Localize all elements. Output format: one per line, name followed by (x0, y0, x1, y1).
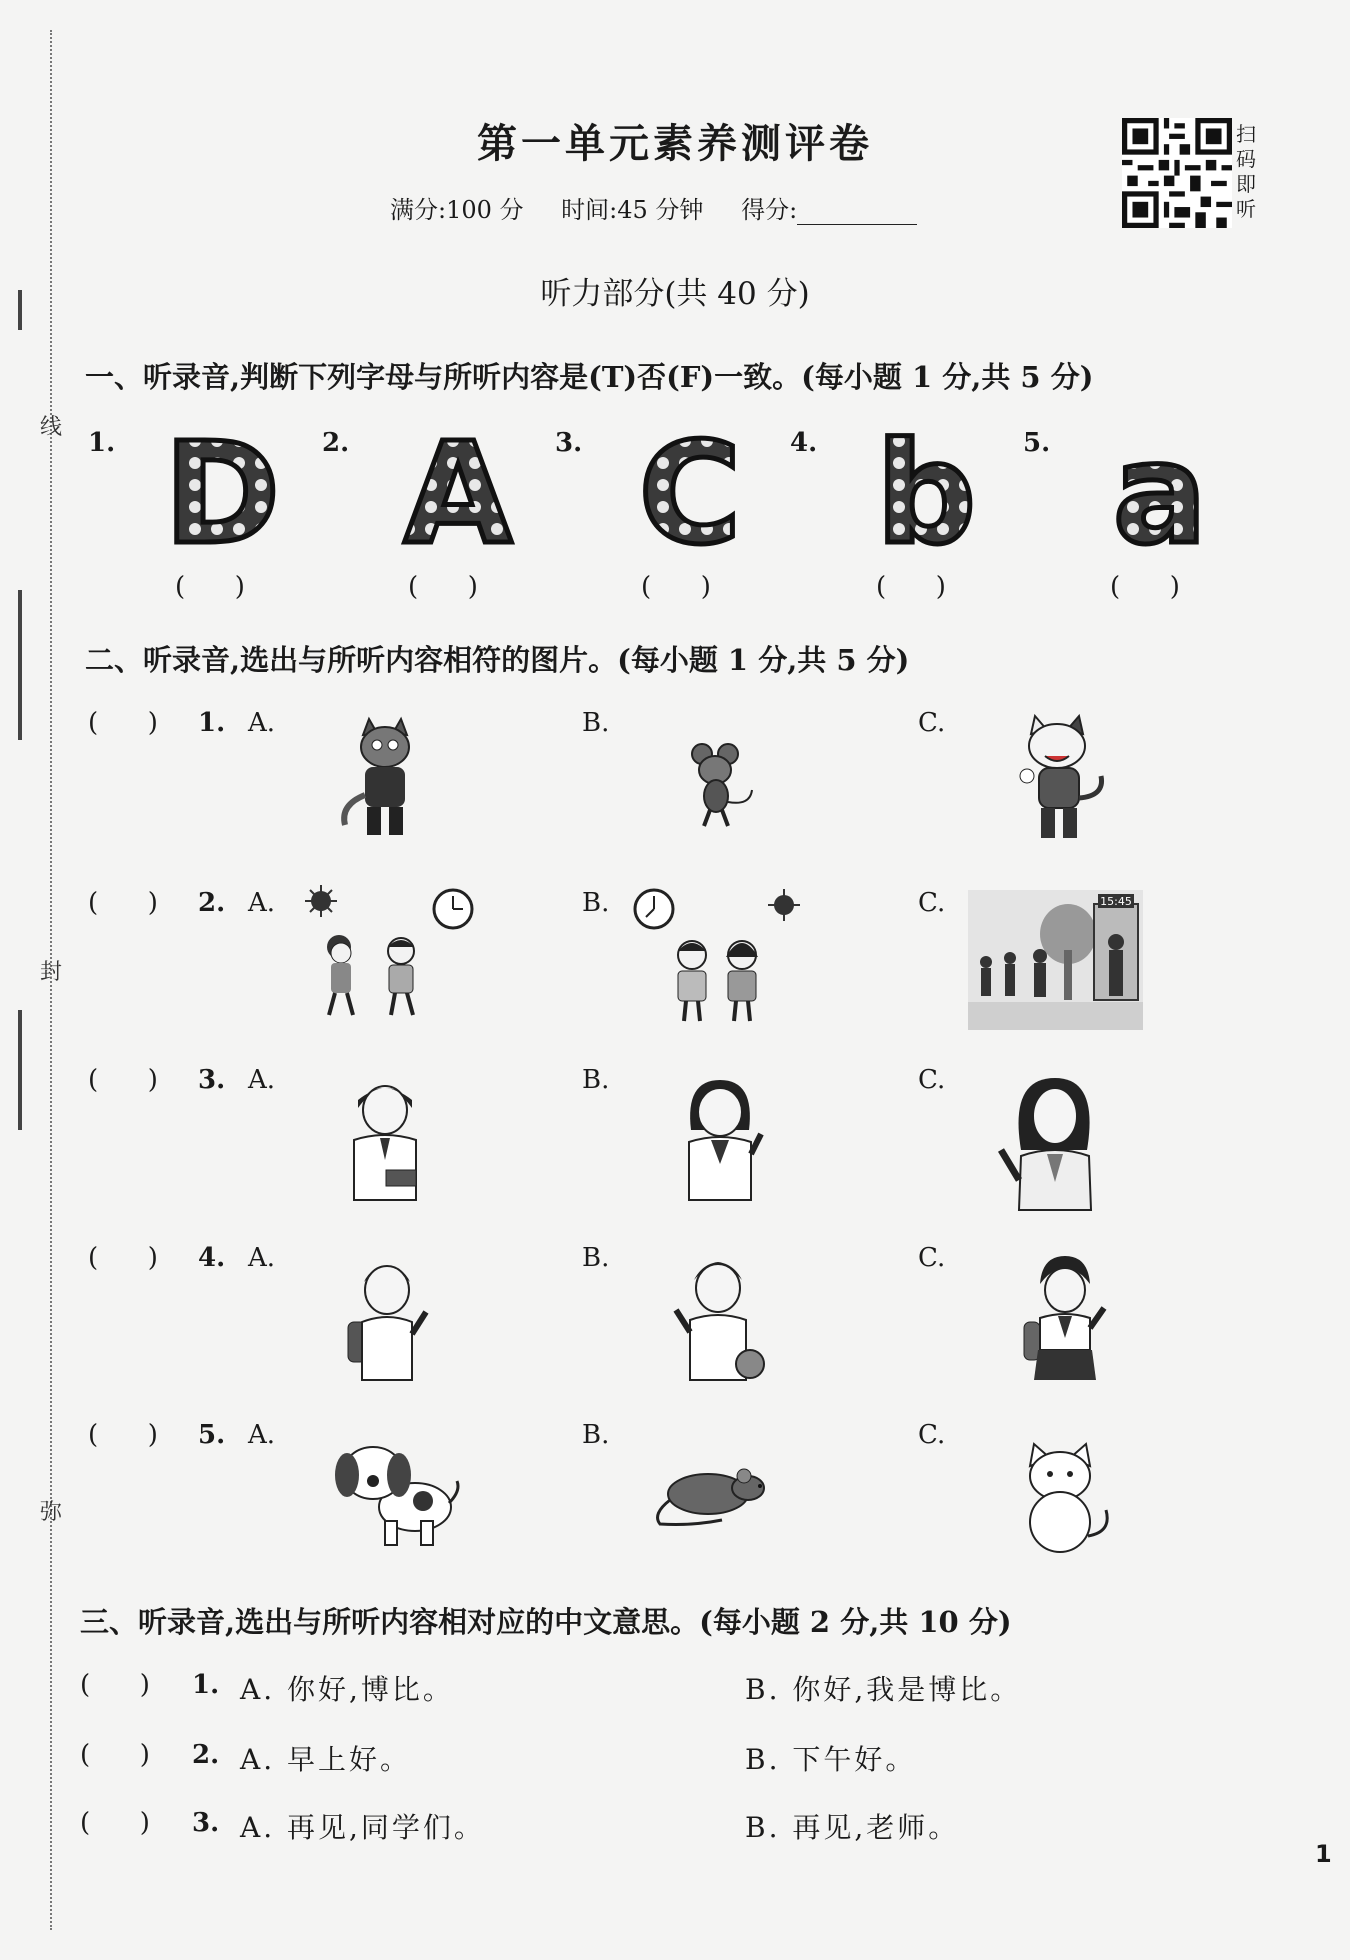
question-number: 4. (198, 1243, 226, 1273)
option-c-label: C. (918, 1420, 946, 1450)
option-c-label: C. (918, 708, 946, 738)
part1-item-number: 5. (1023, 428, 1051, 458)
full-score: 满分:100 分 (390, 196, 524, 224)
score-label: 得分: (741, 196, 798, 224)
dotted-letter-b-lower (866, 430, 986, 560)
part1-item-number: 4. (790, 428, 818, 458)
part1-item-number: 1. (88, 428, 116, 458)
student-with-book-picture[interactable] (340, 1070, 430, 1210)
answer-bracket[interactable]: ( ) (876, 572, 946, 602)
option-a-text: A. 早上好。 (240, 1743, 412, 1776)
part2-heading: 二、听录音,选出与所听内容相符的图片。(每小题 1 分,共 5 分) (85, 643, 910, 677)
qr-code-icon[interactable] (1122, 118, 1232, 228)
part1-item-number: 2. (322, 428, 350, 458)
letter-glyph: C (638, 430, 742, 560)
margin-label-line: 线 (40, 415, 63, 440)
option-b-label: B. (582, 1065, 610, 1095)
kids-with-clock-and-sun-picture[interactable] (630, 885, 800, 1025)
girl-waving-picture[interactable] (675, 1070, 765, 1210)
option-b-text: B. 你好,我是博比。 (745, 1673, 1022, 1706)
letter-glyph: A (403, 430, 513, 560)
option-a-label: A. (248, 1065, 276, 1095)
question-number: 5. (198, 1420, 226, 1450)
girl-with-backpack-picture[interactable] (1020, 1250, 1110, 1390)
part3-heading: 三、听录音,选出与所听内容相对应的中文意思。(每小题 2 分,共 10 分) (80, 1605, 1012, 1639)
part1-item-number: 3. (555, 428, 583, 458)
qr-caption: 扫码即听 (1236, 122, 1256, 221)
option-a-label: A. (248, 708, 276, 738)
answer-bracket[interactable]: ( ) (175, 572, 245, 602)
option-a-label: A. (248, 1243, 276, 1273)
dotted-letter-a-lower (1100, 430, 1220, 560)
kids-leaving-school-picture[interactable] (968, 890, 1143, 1030)
boy-with-ball-picture[interactable] (668, 1248, 768, 1390)
question-number: 1. (192, 1670, 220, 1700)
answer-bracket[interactable]: ( ) (88, 888, 158, 918)
page-title: 第一单元素养测评卷 (477, 120, 873, 167)
score-blank (797, 204, 917, 225)
margin-label-seal: 封 (40, 960, 63, 985)
margin-mark (18, 1010, 22, 1130)
part1-heading: 一、听录音,判断下列字母与所听内容是(T)否(F)一致。(每小题 1 分,共 5 分) (85, 360, 1094, 394)
exam-info (390, 190, 947, 225)
option-b-text: B. 再见,老师。 (745, 1811, 960, 1844)
option-b-label: B. (582, 1243, 610, 1273)
answer-bracket[interactable]: ( ) (80, 1740, 150, 1770)
dotted-letter-a-upper (398, 430, 518, 560)
answer-bracket[interactable]: ( ) (88, 1420, 158, 1450)
margin-mark (18, 590, 22, 740)
option-a-label: A. (248, 888, 276, 918)
white-cat-picture[interactable] (1008, 1440, 1113, 1560)
option-a-label: A. (248, 1420, 276, 1450)
letter-glyph: b (875, 430, 977, 560)
dog-picture[interactable] (325, 1435, 460, 1555)
option-a-text: A. 你好,博比。 (240, 1673, 454, 1706)
clock-display-text: 15:45 (1100, 895, 1132, 908)
answer-bracket[interactable]: ( ) (80, 1808, 150, 1838)
kids-with-sun-and-clock-picture[interactable] (305, 885, 475, 1025)
dotted-letter-c (630, 430, 750, 560)
dotted-letter-d (162, 430, 282, 560)
option-b-label: B. (582, 708, 610, 738)
answer-bracket[interactable]: ( ) (1110, 572, 1180, 602)
margin-label-dense: 弥 (40, 1500, 63, 1525)
answer-bracket[interactable]: ( ) (80, 1670, 150, 1700)
page-number: 1 (1315, 1840, 1332, 1868)
rat-picture[interactable] (652, 1460, 772, 1530)
teacher-waving-picture[interactable] (995, 1070, 1110, 1215)
letter-glyph: a (1112, 430, 1208, 560)
answer-bracket[interactable]: ( ) (408, 572, 478, 602)
answer-bracket[interactable]: ( ) (88, 1243, 158, 1273)
option-b-label: B. (582, 1420, 610, 1450)
option-c-label: C. (918, 1065, 946, 1095)
answer-bracket[interactable]: ( ) (88, 1065, 158, 1095)
question-number: 3. (192, 1808, 220, 1838)
answer-bracket[interactable]: ( ) (88, 708, 158, 738)
question-number: 2. (198, 888, 226, 918)
question-number: 2. (192, 1740, 220, 1770)
letter-glyph: D (163, 430, 281, 560)
answer-bracket[interactable]: ( ) (641, 572, 711, 602)
question-number: 1. (198, 708, 226, 738)
listening-section-title: 听力部分(共 40 分) (540, 276, 810, 312)
option-c-label: C. (918, 888, 946, 918)
option-c-label: C. (918, 1243, 946, 1273)
option-a-text: A. 再见,同学们。 (240, 1811, 485, 1844)
option-b-text: B. 下午好。 (745, 1743, 917, 1776)
option-b-label: B. (582, 888, 610, 918)
boy-with-backpack-picture[interactable] (342, 1250, 432, 1390)
question-number: 3. (198, 1065, 226, 1095)
mouse-standing-picture[interactable] (680, 740, 760, 830)
exam-time: 时间:45 分钟 (561, 196, 704, 224)
cat-standing-picture[interactable] (335, 715, 435, 845)
cat-walking-picture[interactable] (1005, 712, 1115, 852)
